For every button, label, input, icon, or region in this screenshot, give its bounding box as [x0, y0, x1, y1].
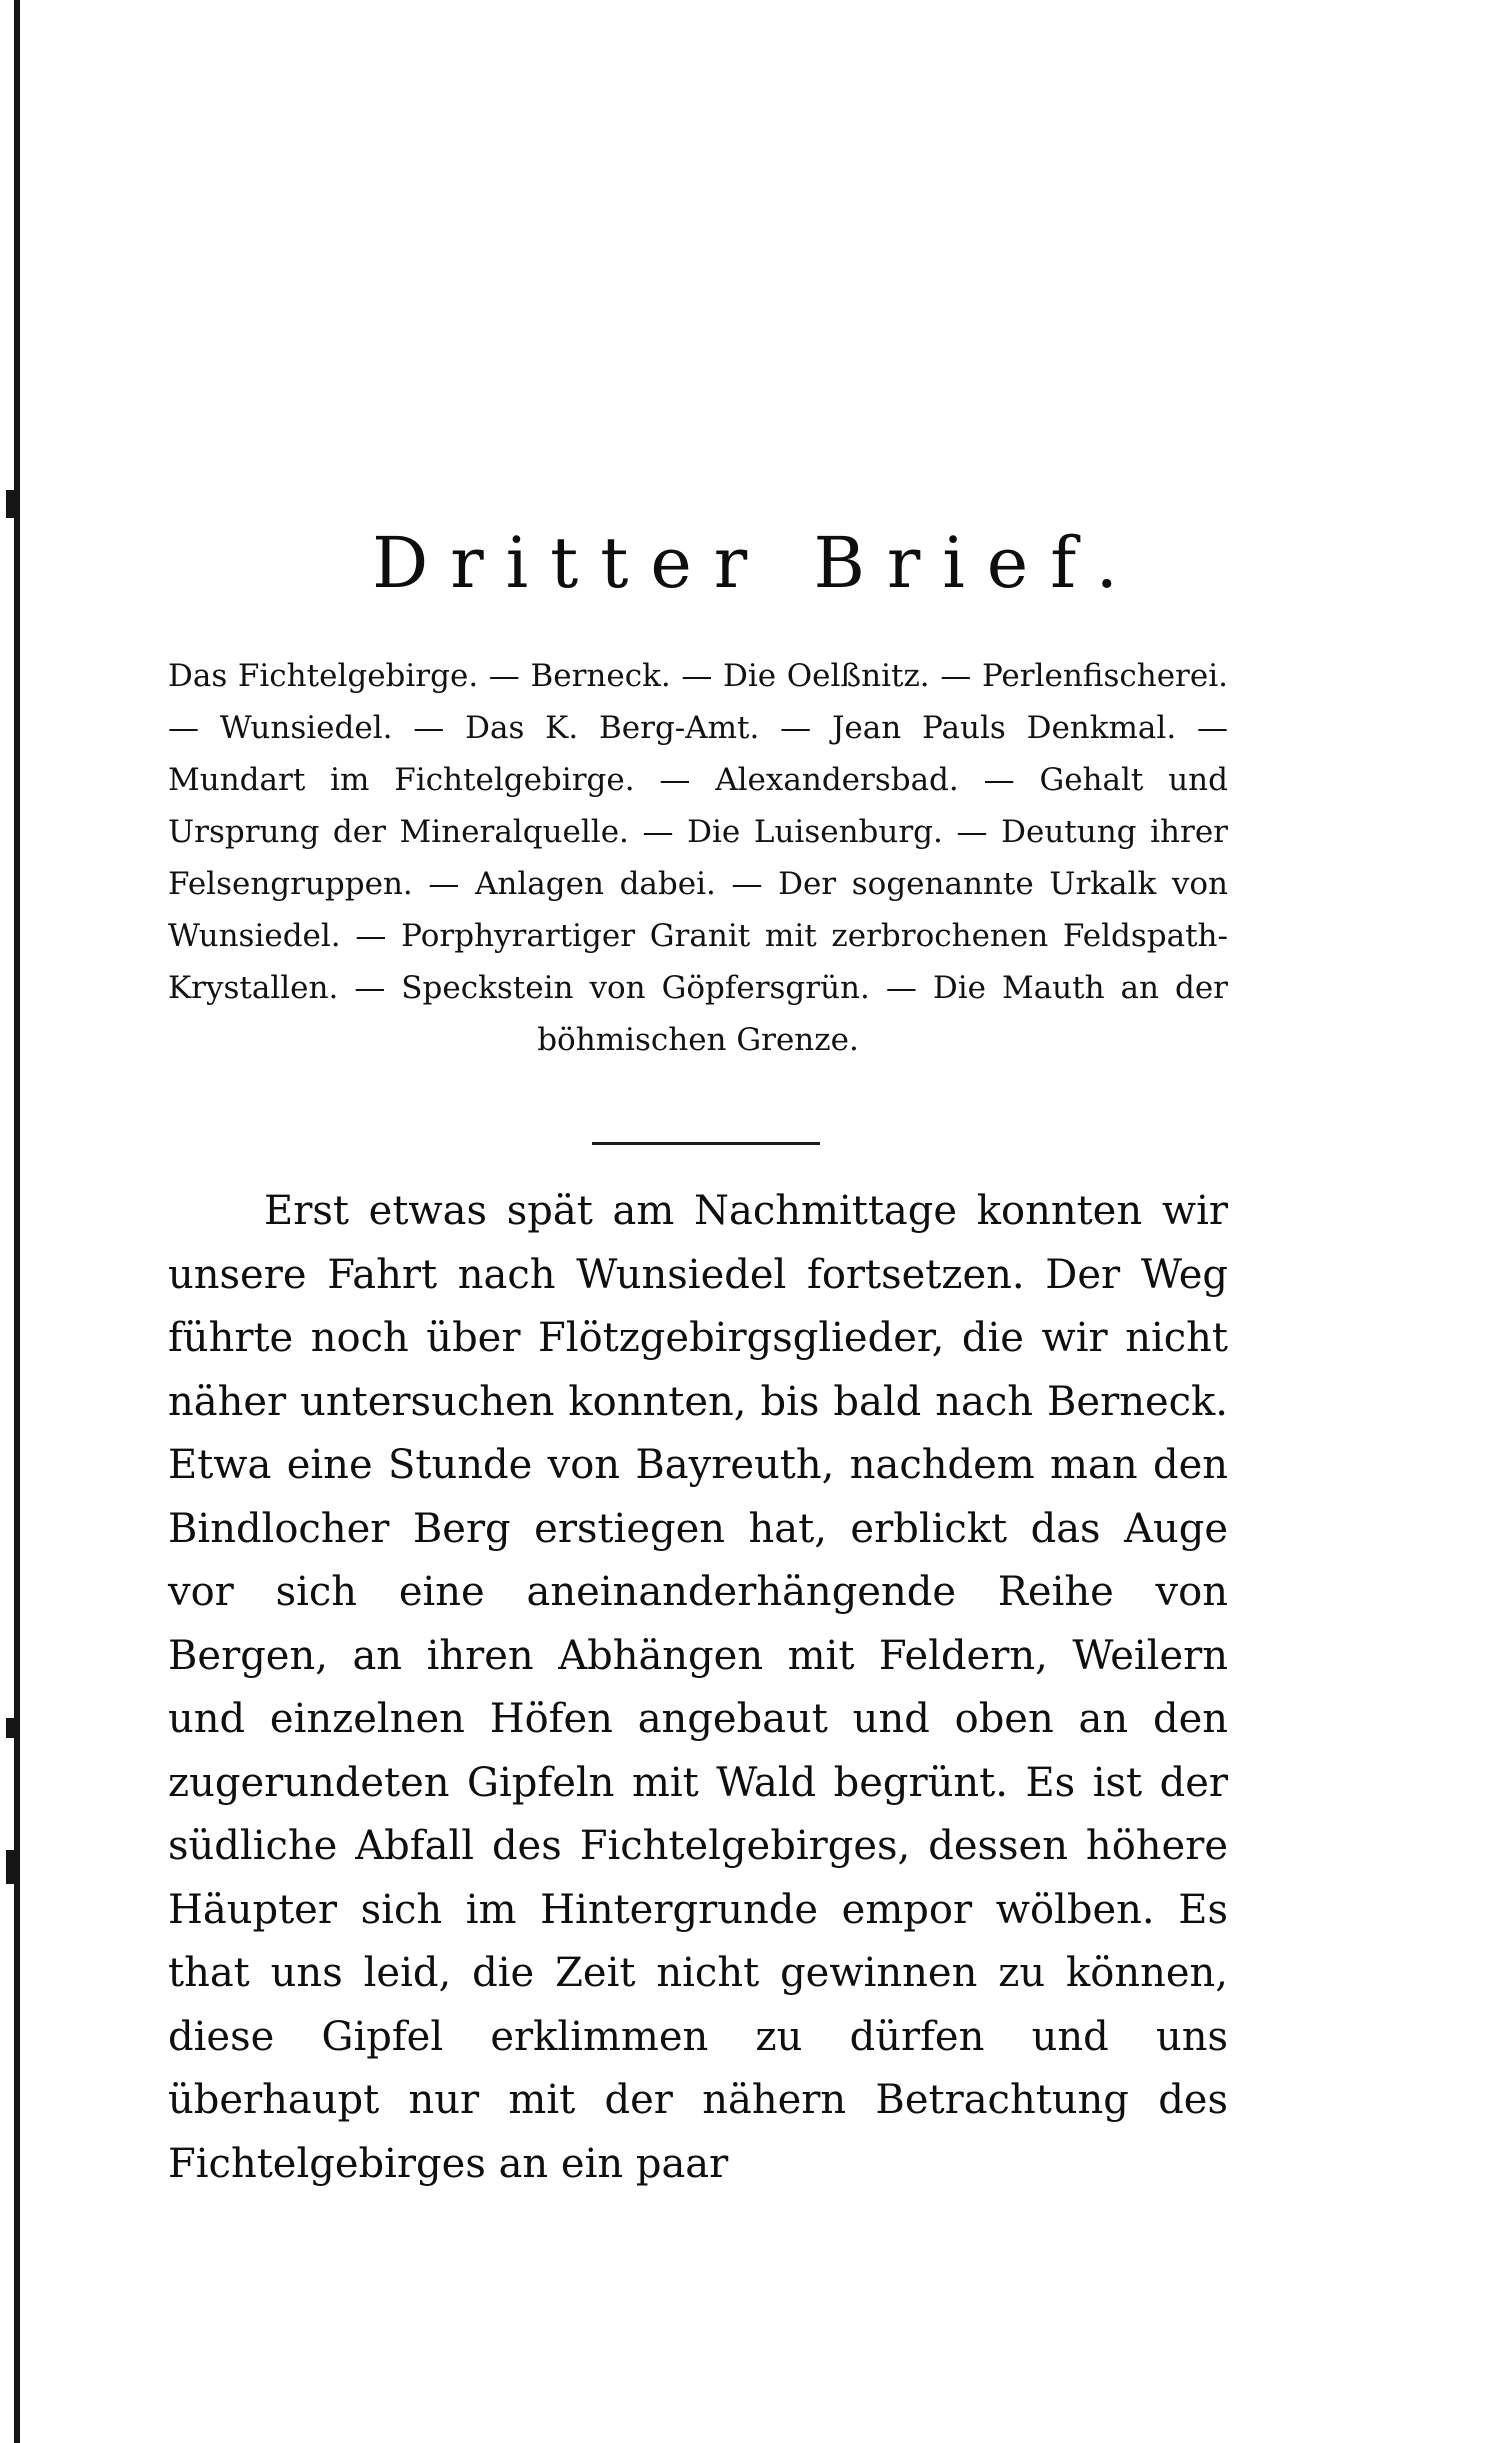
- body-paragraph: Erst etwas spät am Nachmittage konnten wir unsere Fahrt nach Wunsiedel fortsetzen. Der Weg führte noch über Flötzgebirgsglieder, die wir nicht näher untersuchen konnten, bis bald nach Berneck. Etwa eine Stunde von Bayreuth, nachdem man den Bindlocher Berg erstiegen hat, erblickt das Auge vor sich eine aneinanderhängende Reihe von Bergen, an ihren Abhängen mit Feldern, Weilern und einzelnen Höfen angebaut und oben an den zugerundeten Gipfeln mit Wald begrünt. Es ist der südliche Abfall des Fichtelgebirges, dessen höhere Häupter sich im Hintergrunde empor wölben. Es that uns leid, die Zeit nicht gewinnen zu können, diese Gipfel erklimmen zu dürfen und uns überhaupt nur mit der nähern Betrachtung des Fichtelgebirges an ein paar: [168, 1188, 1228, 2187]
- section-divider: [592, 1142, 820, 1145]
- edge-mark: [6, 1850, 15, 1884]
- edge-mark: [6, 490, 15, 518]
- page-binding-edge: [14, 0, 20, 2443]
- edge-mark: [6, 1718, 15, 1738]
- chapter-summary: Das Fichtelgebirge. — Berneck. — Die Oelßnitz. — Perlenfischerei. — Wunsiedel. — Das K. Berg-Amt. — Jean Pauls Denkmal. — Mundart im Fichtelgebirge. — Alexandersbad. — Gehalt und Ursprung der Mineralquelle. — Die Luisenburg. — Deutung ihrer Felsengruppen. — Anlagen dabei. — Der sogenannte Urkalk von Wunsiedel. — Porphyrartiger Granit mit zerbrochenen Feldspath-Krystallen. — Speckstein von Göpfersgrün. — Die Mauth an der böhmischen Grenze.: [168, 658, 1228, 1058]
- chapter-heading: Dritter Brief.: [372, 522, 1140, 604]
